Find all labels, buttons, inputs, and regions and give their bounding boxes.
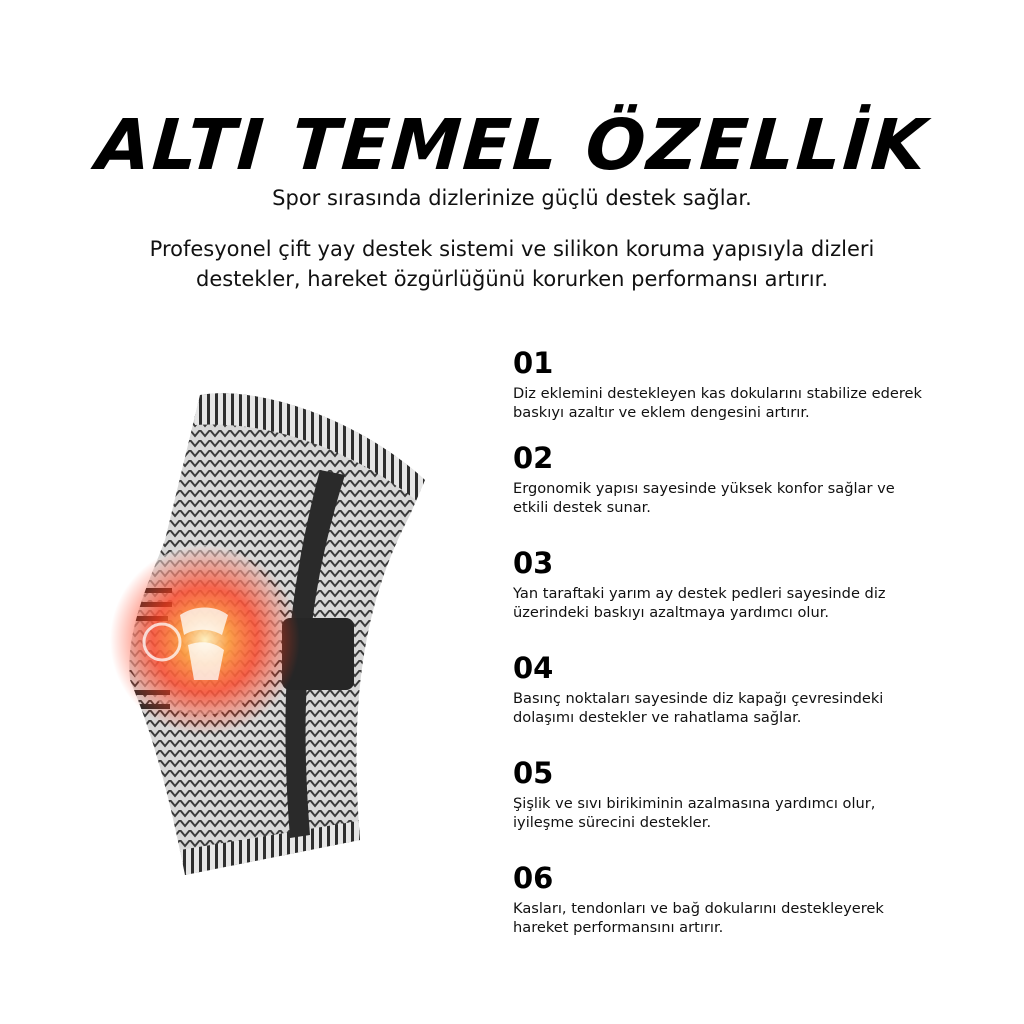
intro-text: Profesyonel çift yay destek sistemi ve silikon koruma yapısıyla dizleri destekler, hareket özgürlüğünü korurken performansı artırır.: [149, 237, 875, 291]
subtitle: Spor sırasında dizlerinize güçlü destek sağlar.: [272, 186, 752, 210]
feature-text: Kasları, tendonları ve bağ dokularını destekleyerek hareket performansını artırır.: [513, 900, 884, 936]
feature-text: Şişlik ve sıvı birikiminin azalmasına yardımcı olur, iyileşme sürecini destekler.: [513, 795, 876, 831]
feature-number: 04: [513, 651, 554, 685]
feature-number: 02: [513, 441, 554, 475]
knee-brace-sleeve-icon: [110, 380, 450, 900]
knee-brace-image: [110, 380, 450, 900]
feature-number: 05: [513, 756, 554, 790]
feature-text: Yan taraftaki yarım ay destek pedleri sayesinde diz üzerindeki baskıyı azaltmaya yardımcı olur.: [513, 585, 886, 621]
feature-item: [513, 650, 933, 727]
feature-text: Ergonomik yapısı sayesinde yüksek konfor sağlar ve etkili destek sunar.: [513, 480, 895, 516]
feature-text: Basınç noktaları sayesinde diz kapağı çevresindeki dolaşımı destekler ve rahatlama sağlar.: [513, 690, 884, 726]
feature-item: [513, 545, 933, 622]
feature-number: 06: [513, 861, 554, 895]
feature-number: 01: [513, 346, 554, 380]
feature-item: [513, 755, 933, 832]
feature-item: [513, 345, 933, 422]
page-title: ALTI TEMEL ÖZELLİK: [93, 103, 931, 186]
feature-text: Diz eklemini destekleyen kas dokularını stabilize ederek baskıyı azaltır ve eklem dengesini artırır.: [513, 385, 922, 421]
feature-item: [513, 860, 933, 937]
feature-item: [513, 440, 933, 517]
feature-number: 03: [513, 546, 554, 580]
